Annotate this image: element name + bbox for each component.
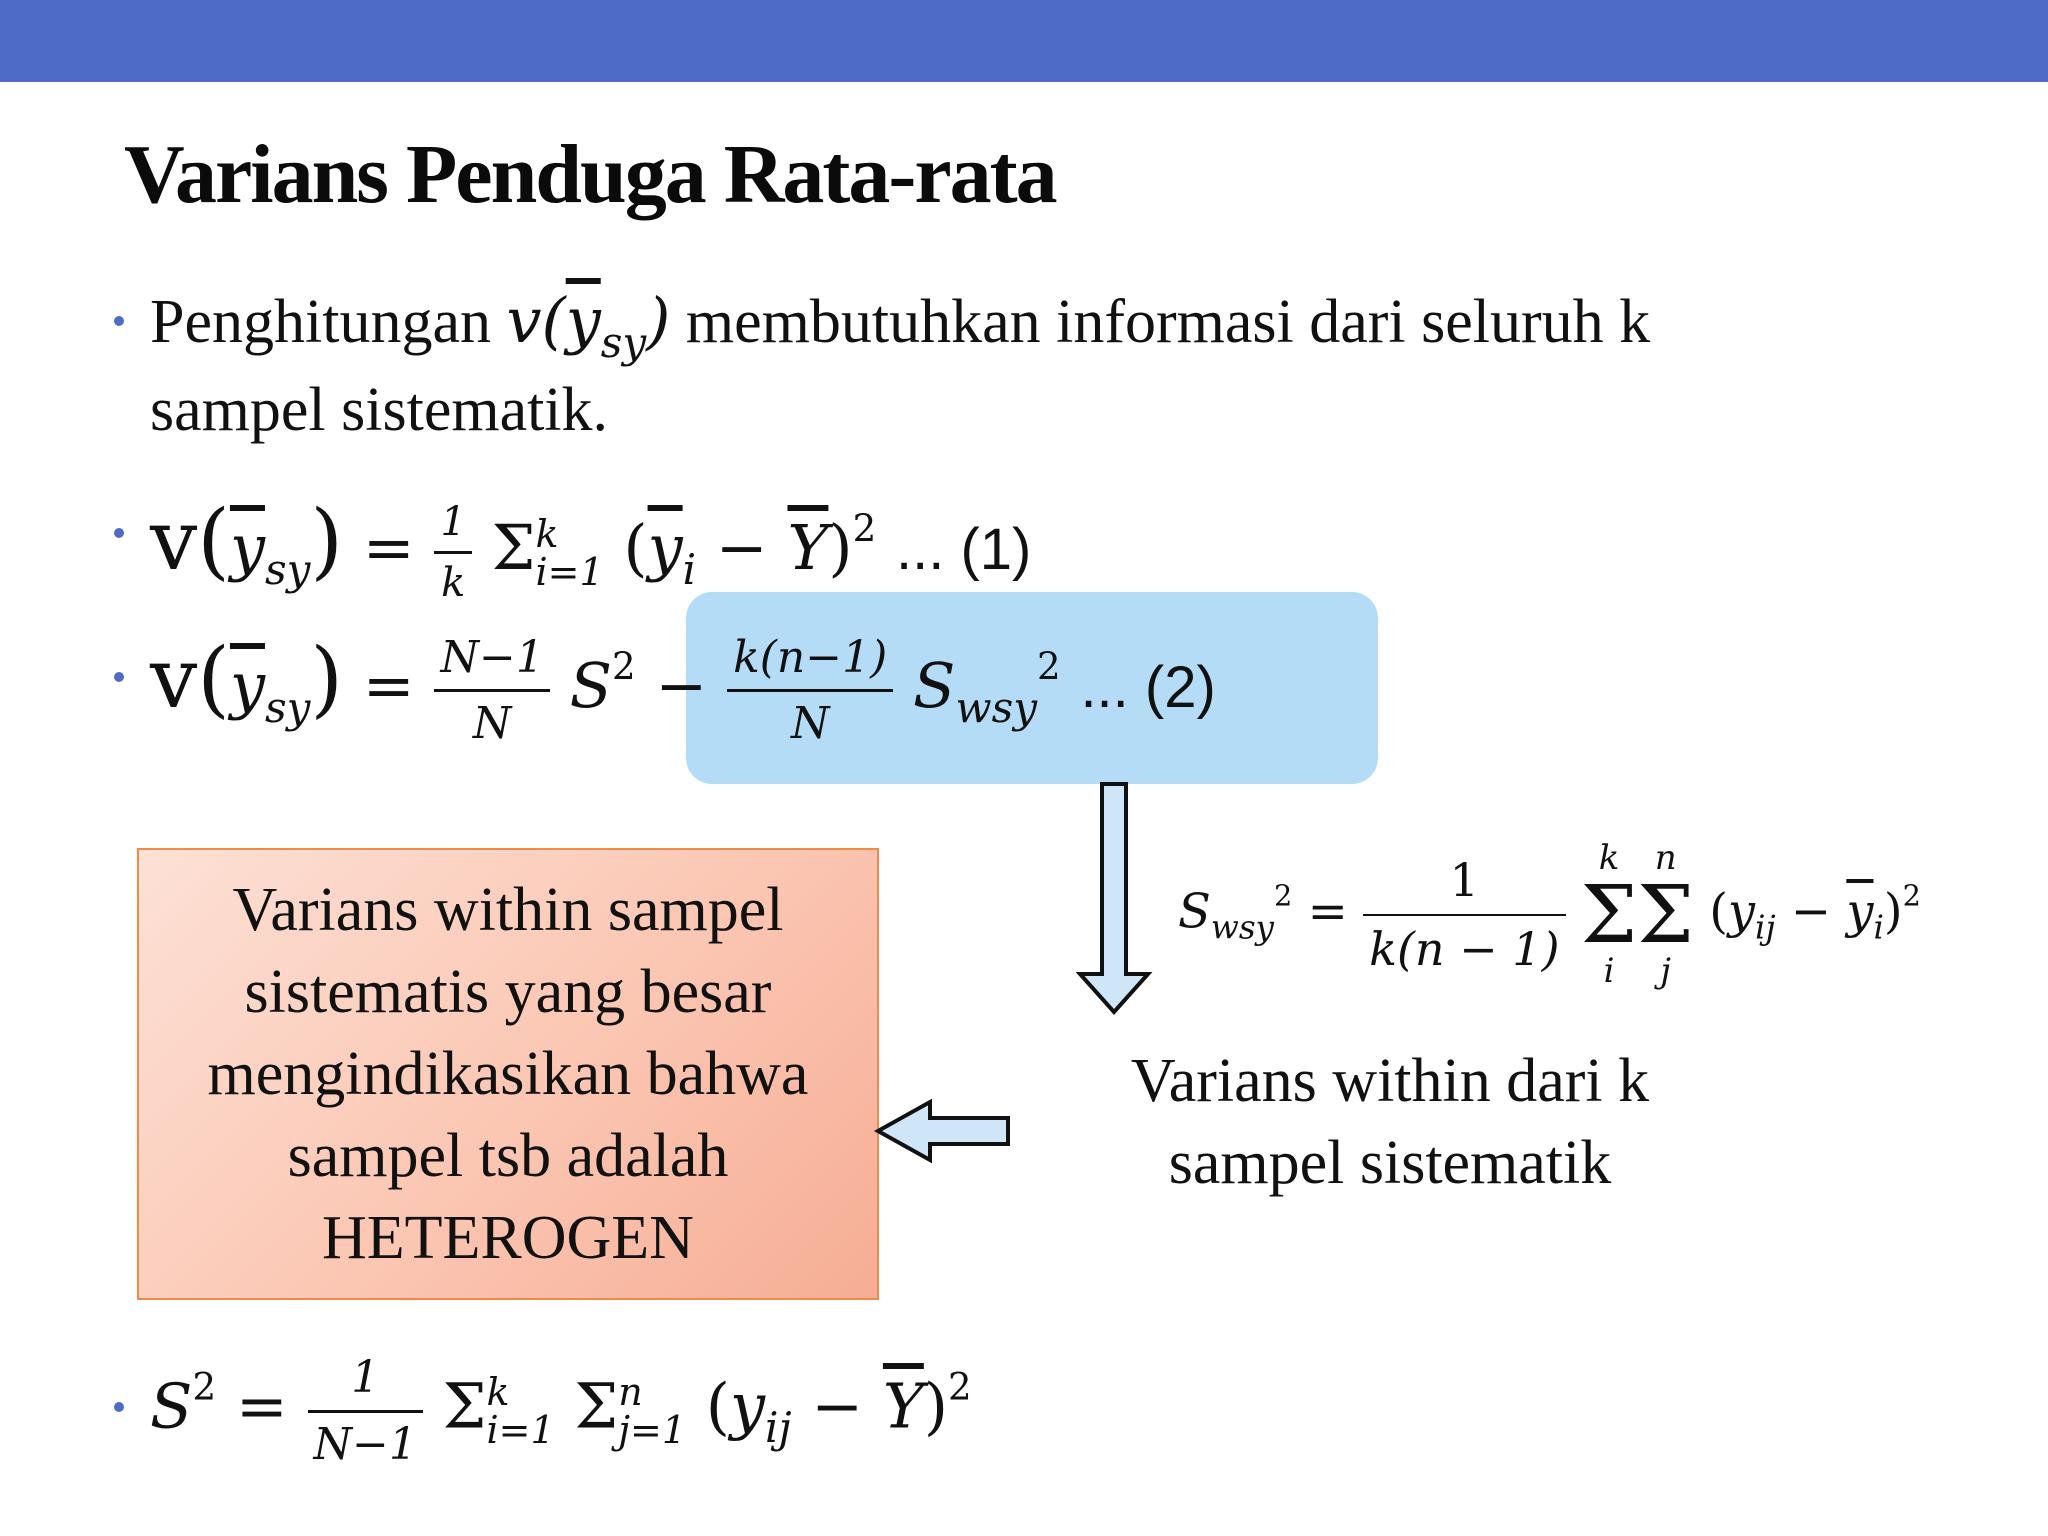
- slide-title: Varians Penduga Rata-rata: [124, 128, 1056, 221]
- bullet-1-line-1: [150, 276, 1650, 373]
- swsy-formula: $S_{wsy}^2$ = $\frac{1}{k(n - 1)}$ k Σ i n Σ j $(y_{ij} - \overline{y}_i)^2$: [1178, 838, 1921, 991]
- bullet-dot-2: [114, 528, 124, 538]
- bullet-1-prefix: Penghitungan: [150, 288, 507, 356]
- eq2-number: ... (2): [1080, 655, 1216, 720]
- bullet-1-line-2: sampel sistematik.: [150, 376, 609, 444]
- left-arrow-icon: [872, 1096, 1012, 1166]
- v-ysy-expression: $v(\overline{y}_{sy})$: [506, 284, 671, 367]
- equation-1: $v(\overline{y}_{sy})$ = $\frac{1}{k}$ Σ k i=1 $(\overline{y}_i - \overline{Y})^2$ ... (1): [150, 491, 1032, 607]
- eq1-number: ... (1): [896, 517, 1032, 582]
- equation-2: $v(\overline{y}_{sy})$ = $\frac{N-1}{N}$ $S^2$ − $\frac{k(n-1)}{N}$ $S_{wsy}^2$ ... (2): [150, 618, 1216, 756]
- heterogen-note-box: [137, 848, 879, 1300]
- top-header-bar: [0, 0, 2048, 82]
- bullet-dot-1: [114, 316, 124, 326]
- within-variance-label: Varians within dari k sampel sistematik: [1130, 1047, 1650, 1197]
- bullet-1-suffix: membutuhkan informasi dari seluruh k: [670, 288, 1651, 356]
- bullet-dot-3: [114, 672, 124, 682]
- heterogen-note-text: Varians within sampel sistematis yang besar mengindikasikan bahwa sampel tsb adalah HETEROGEN: [207, 876, 809, 1272]
- down-arrow-icon: [1076, 780, 1156, 1020]
- equation-s2: $S^2$ = $\frac{1}{N-1}$ Σ k i=1 Σ n j=1 $(y_{ij} - \overline{Y})^2$: [150, 1346, 972, 1477]
- bullet-dot-4: [114, 1402, 124, 1412]
